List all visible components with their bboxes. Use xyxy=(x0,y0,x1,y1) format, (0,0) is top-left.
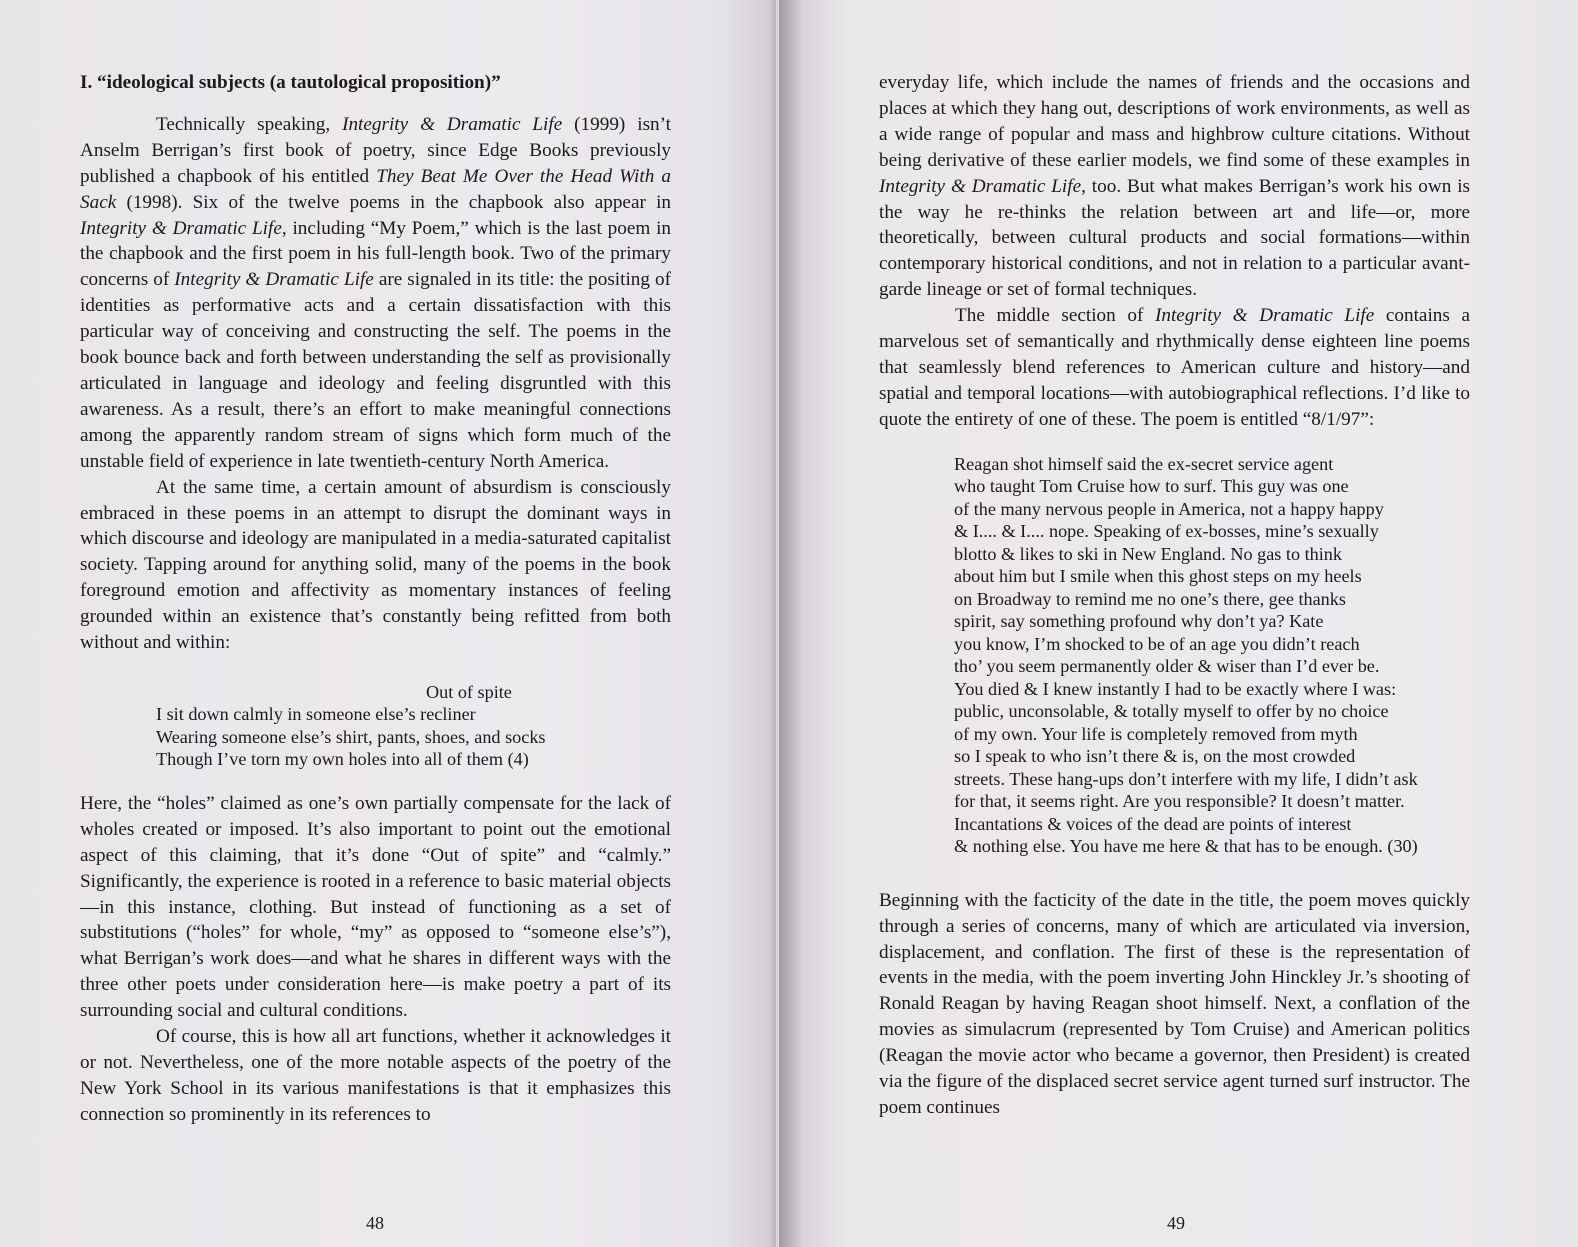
book-title: Integrity & Dramatic Life xyxy=(879,175,1082,197)
paragraph-1 xyxy=(80,112,671,475)
right-page-body xyxy=(879,70,1470,1121)
verse-line: I sit down calmly in someone else’s recliner xyxy=(156,704,476,725)
quoted-poem xyxy=(954,453,1470,858)
text-run: The middle section of xyxy=(955,305,1155,327)
book-title: Integrity & Dramatic Life xyxy=(80,217,282,239)
verse-line: Wearing someone else’s shirt, pants, shoes, and socks xyxy=(156,726,546,747)
verse-line: Incantations & voices of the dead are points of interest xyxy=(954,813,1352,834)
text-run: (1998). Six of the twelve poems in the chapbook also appear in xyxy=(116,191,671,213)
book-title: Integrity & Dramatic Life xyxy=(174,269,374,291)
text-run: (1999) isn’t Anselm Berrigan’s first book of poetry, since Edge Books previously published a chapbook of his entitled xyxy=(80,113,671,187)
text-run: Technically speaking, xyxy=(156,113,343,135)
verse-line: who taught Tom Cruise how to surf. This guy was one xyxy=(954,476,1349,497)
page-number: 48 xyxy=(366,1213,384,1233)
book-title: They Beat Me Over the Head With a Sack xyxy=(80,165,671,213)
text-run: are signaled in its title: the positing of identities as performative acts and a certain dissatisfaction with this particular way of conceiving and constructing the self. The poems in the book bounce back and forth between understanding the self as provisionally articulated in language and ideology and feeling disgruntled with this awareness. As a result, there’s an effort to make meaningful connections among the apparently random stream of signs which form much of the unstable field of experience in late twentieth-century North America. xyxy=(80,269,672,472)
verse-line: public, unconsolable, & totally myself to offer by no choice xyxy=(954,701,1389,722)
verse-line: on Broadway to remind me no one’s there, gee thanks xyxy=(954,588,1346,609)
text-run: , including “My Poem,” which is the last poem in the chapbook and the first poem in his full-length book. Two of the primary concerns of xyxy=(80,217,671,291)
verse-line: & nothing else. You have me here & that has to be enough. (30) xyxy=(954,836,1418,857)
verse-line: streets. These hang-ups don’t interfere with my life, I didn’t ask xyxy=(954,768,1418,789)
verse-line: you know, I’m shocked to be of an age you didn’t reach xyxy=(954,633,1360,654)
paragraph-continued xyxy=(879,70,1470,303)
verse-line: of my own. Your life is completely removed from myth xyxy=(954,723,1358,744)
verse-line: & I.... & I.... nope. Speaking of ex-bosses, mine’s sexually xyxy=(954,521,1379,542)
verse-line: blotto & likes to ski in New England. No gas to think xyxy=(954,543,1342,564)
verse-line: tho’ you seem permanently older & wiser than I’d ever be. xyxy=(954,656,1380,677)
verse-line: Out of spite xyxy=(426,681,512,702)
verse-line: of the many nervous people in America, not a happy happy xyxy=(954,498,1384,519)
verse-line: Though I’ve torn my own holes into all of them (4) xyxy=(156,749,529,770)
verse-line: You died & I knew instantly I had to be exactly where I was: xyxy=(954,678,1397,699)
section-heading: I. “ideological subjects (a tautological proposition)” xyxy=(80,72,501,93)
text-run: contains a marvelous set of semantically and rhythmically dense eighteen line poems that seamlessly blend references to American culture and history—and spatial and temporal locations—with autobiographical reflections. I’d like to quote the entirety of one of these. The poem is entitled “8/1/97”: xyxy=(879,305,1470,430)
paragraph-3: Beginning with the facticity of the date in the title, the poem moves quickly through a series of concerns, many of which are articulated via inversion, displacement, and conflation. The first of these is the representation of events in the media, with the poem inverting John Hinckley Jr.’s shooting of Ronald Reagan by having Reagan shoot himself. Next, a conflation of the movies as simulacrum (represented by Tom Cruise) and American politics (Reagan the movie actor who became a governor, then President) is created via the figure of the displaced secret service agent turned surf instructor. The poem continues xyxy=(879,889,1470,1118)
paragraph-2 xyxy=(879,303,1470,433)
verse-line: spirit, say something profound why don’t ya? Kate xyxy=(954,611,1324,632)
left-page-body xyxy=(80,70,671,1128)
verse-line: so I speak to who isn’t there & is, on the most crowded xyxy=(954,746,1356,767)
text-run: everyday life, which include the names of friends and the occasions and places at which they hang out, descriptions of work environments, as well as a wide range of popular and mass and highbrow culture citations. Without being derivative of these earlier models, we find some of these examples in xyxy=(879,72,1470,171)
verse-line: Reagan shot himself said the ex-secret service agent xyxy=(954,453,1334,474)
quoted-verse xyxy=(156,681,671,771)
right-page xyxy=(779,0,1578,1247)
verse-line: about him but I smile when this ghost steps on my heels xyxy=(954,566,1362,587)
book-title: Integrity & Dramatic Life xyxy=(1154,305,1375,327)
book-title: Integrity & Dramatic Life xyxy=(342,113,563,135)
left-page xyxy=(0,0,776,1247)
text-run: , too. But what makes Berrigan’s work his own is the way he re-thinks the relation between art and life—or, more theoretically, between cultural products and social formations—within contemporary historical conditions, and not in relation to a particular avant-garde lineage or set of formal techniques. xyxy=(879,175,1470,301)
verse-line: for that, it seems right. Are you responsible? It doesn’t matter. xyxy=(954,791,1405,812)
paragraph-2: At the same time, a certain amount of absurdism is consciously embraced in these poems in an attempt to disrupt the dominant ways in which discourse and ideology are manipulated in a media-saturated capitalist society. Tapping around for anything solid, many of the poems in the book foreground emotion and affectivity as momentary instances of feeling grounded within an existence that’s constantly being refitted from both without and within: xyxy=(80,476,671,654)
paragraph-3: Here, the “holes” claimed as one’s own partially compensate for the lack of wholes created or imposed. It’s also important to point out the emotional aspect of this claiming, that it’s done “Out of spite” and “calmly.” Significantly, the experience is rooted in a reference to basic material objects—in this instance, clothing. But instead of functioning as a set of substitutions (“holes” for whole, “my” as opposed to “someone else’s”), what Berrigan’s work does—and what he shares in different ways with the three other poets under consideration here—is make poetry a part of its surrounding social and cultural conditions. xyxy=(80,792,671,1022)
page-number: 49 xyxy=(1167,1213,1185,1233)
paragraph-4: Of course, this is how all art functions, whether it acknowledges it or not. Nevertheless, one of the more notable aspects of the poetry of the New York School in its various manifestations is that it emphasizes this connection so prominently in its references to xyxy=(80,1026,671,1125)
